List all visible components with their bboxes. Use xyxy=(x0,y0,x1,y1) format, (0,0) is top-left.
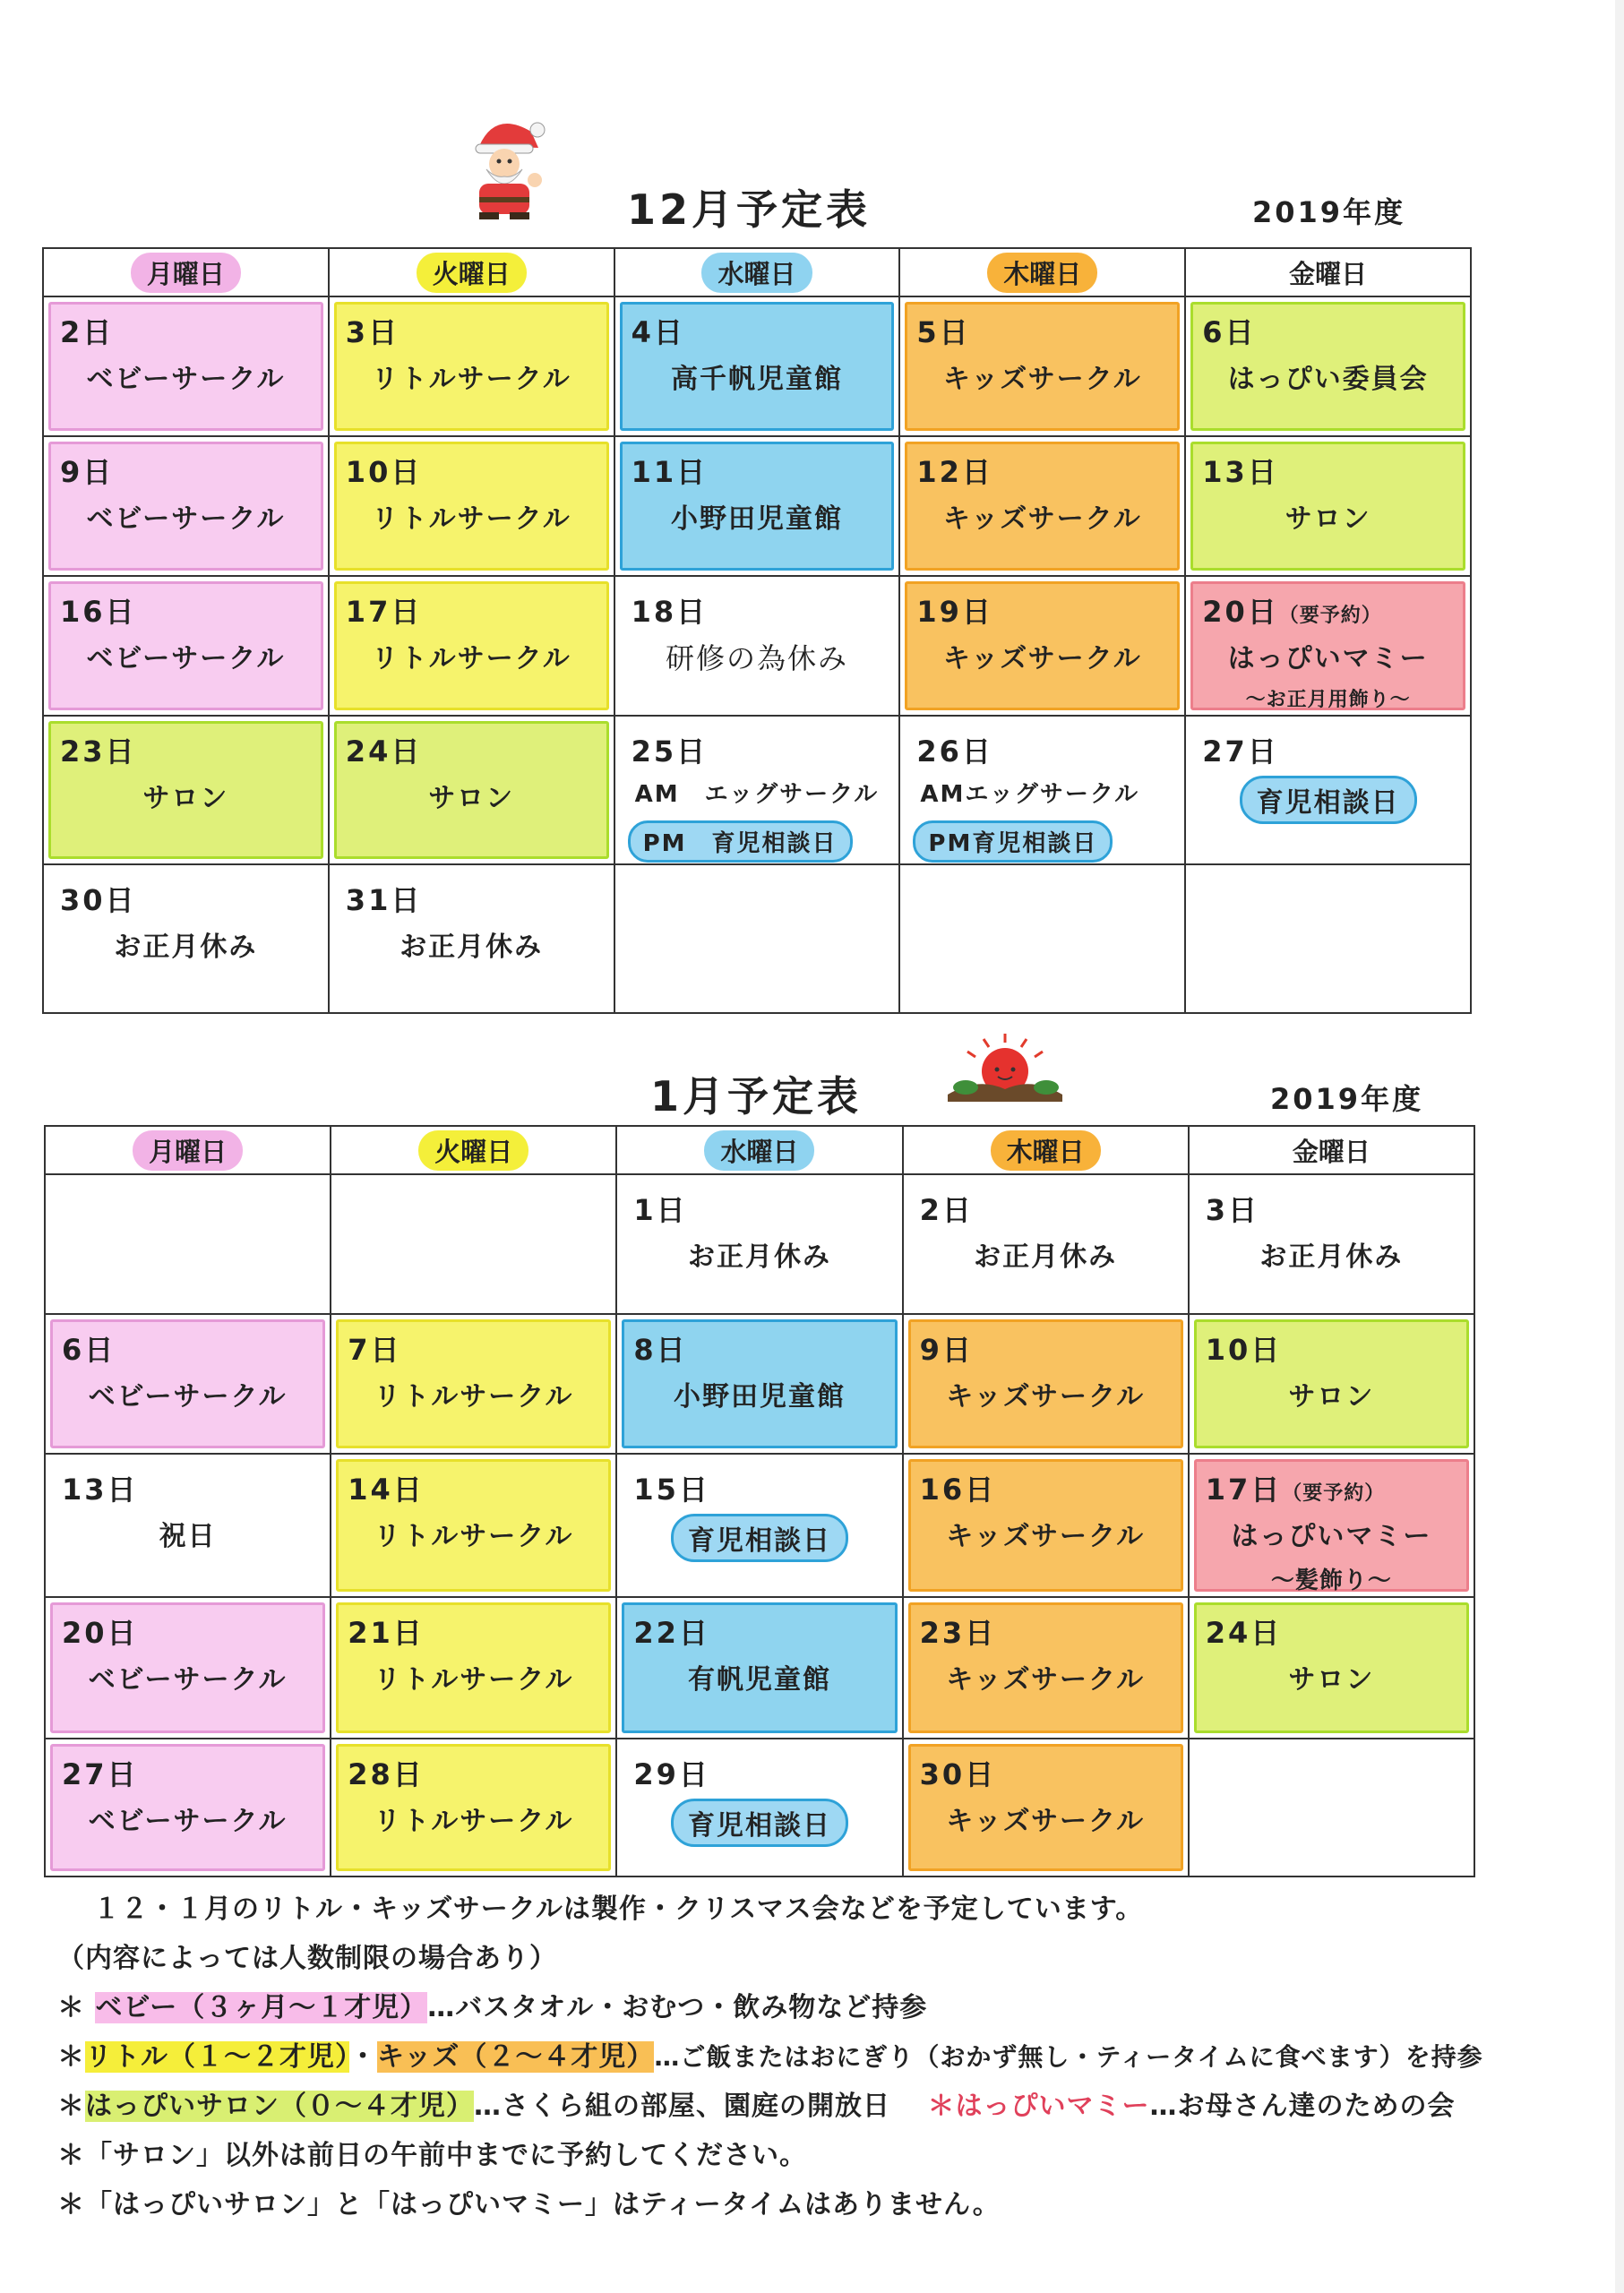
day-cell: 13日 サロン xyxy=(1185,436,1471,576)
day-cell: 4日 高千帆児童館 xyxy=(614,296,900,436)
note-line: ＊「サロン」以外は前日の午前中までに予約してください。 xyxy=(57,2140,807,2171)
week-row xyxy=(43,864,1471,1013)
day-cell: 23日 キッズサークル xyxy=(903,1597,1189,1739)
day-cell: 24日 サロン xyxy=(329,716,614,864)
header-thursday: 木曜日 xyxy=(899,248,1185,296)
header-friday: 金曜日 xyxy=(1189,1126,1474,1174)
note-line: ＊はっぴいサロン（０～４才児）…さくら組の部屋、園庭の開放日 ＊はっぴいマミー…お母さん達のための会 xyxy=(57,2091,1456,2122)
consultation-badge: 育児相談日 xyxy=(671,1799,848,1847)
day-cell: 1日 お正月休み xyxy=(616,1174,902,1314)
day-cell: 9日 キッズサークル xyxy=(903,1314,1189,1454)
day-cell: 22日 有帆児童館 xyxy=(616,1597,902,1739)
consultation-badge: PM 育児相談日 xyxy=(628,820,853,863)
day-cell: 16日 キッズサークル xyxy=(903,1454,1189,1597)
day-cell: 17日（要予約） はっぴいマミー ～髪飾り～ xyxy=(1189,1454,1474,1597)
january-year: 2019年度 xyxy=(1270,1082,1424,1116)
day-cell: 8日 小野田児童館 xyxy=(616,1314,902,1454)
day-cell: 15日 育児相談日 xyxy=(616,1454,902,1597)
reservation-note: （要予約） xyxy=(1282,1482,1386,1505)
day-cell: 12日 キッズサークル xyxy=(899,436,1185,576)
week-row xyxy=(45,1314,1474,1454)
day-cell: 7日 リトルサークル xyxy=(331,1314,616,1454)
header-monday: 月曜日 xyxy=(43,248,329,296)
day-cell xyxy=(1185,864,1471,1013)
week-row xyxy=(45,1454,1474,1597)
day-cell: 16日 ベビーサークル xyxy=(43,576,329,716)
header-monday: 月曜日 xyxy=(45,1126,331,1174)
note-line: １２・１月のリトル・キッズサークルは製作・クリスマス会などを予定しています。 xyxy=(93,1894,1144,1925)
day-cell xyxy=(1189,1739,1474,1876)
header-wednesday: 水曜日 xyxy=(616,1126,902,1174)
week-row xyxy=(43,716,1471,864)
day-cell: 17日 リトルサークル xyxy=(329,576,614,716)
header-tuesday: 火曜日 xyxy=(331,1126,616,1174)
week-row xyxy=(43,576,1471,716)
event-subtitle: ～髪飾り～ xyxy=(1270,1567,1392,1594)
december-calendar xyxy=(42,247,1472,1014)
day-cell: 20日 ベビーサークル xyxy=(45,1597,331,1739)
december-title: 12月予定表 xyxy=(627,185,872,234)
day-cell: 30日 お正月休み xyxy=(43,864,329,1013)
january-calendar xyxy=(44,1125,1475,1877)
day-cell: 2日 お正月休み xyxy=(903,1174,1189,1314)
week-row xyxy=(43,296,1471,436)
header-thursday: 木曜日 xyxy=(903,1126,1189,1174)
note-line: ＊「はっぴいサロン」と「はっぴいマミー」はティータイムはありません。 xyxy=(57,2189,1001,2220)
day-cell xyxy=(614,864,900,1013)
week-row xyxy=(45,1739,1474,1876)
salon-label: はっぴいサロン（０～４才児） xyxy=(85,2091,474,2122)
consultation-badge: 育児相談日 xyxy=(671,1514,848,1562)
header-tuesday: 火曜日 xyxy=(329,248,614,296)
day-cell: 10日 サロン xyxy=(1189,1314,1474,1454)
day-cell xyxy=(899,864,1185,1013)
note-line: （内容によっては人数制限の場合あり） xyxy=(57,1943,557,1974)
page-edge xyxy=(1615,0,1624,2293)
note-line: ＊ ベビー（３ヶ月～１才児）…バスタオル・おむつ・飲み物など持参 xyxy=(57,1992,928,2023)
reservation-note: （要予約） xyxy=(1278,605,1382,627)
day-cell: 10日 リトルサークル xyxy=(329,436,614,576)
header-friday: 金曜日 xyxy=(1185,248,1471,296)
mommy-label: ＊はっぴいマミー xyxy=(927,2091,1150,2122)
day-cell: 5日 キッズサークル xyxy=(899,296,1185,436)
rising-sun-icon xyxy=(942,1030,1068,1102)
day-cell: 26日 AMエッグサークル PM育児相談日 xyxy=(899,716,1185,864)
day-cell: 13日 祝日 xyxy=(45,1454,331,1597)
day-cell: 28日 リトルサークル xyxy=(331,1739,616,1876)
day-cell: 6日 ベビーサークル xyxy=(45,1314,331,1454)
day-cell: 9日 ベビーサークル xyxy=(43,436,329,576)
day-cell: 6日 はっぴい委員会 xyxy=(1185,296,1471,436)
header-wednesday: 水曜日 xyxy=(614,248,900,296)
day-cell: 23日 サロン xyxy=(43,716,329,864)
note-line: ＊リトル（１～２才児）・キッズ（２～４才児）…ご飯またはおにぎり（おかず無し・ティータイムに食べます）を持参 xyxy=(57,2041,1483,2073)
day-cell: 20日（要予約） はっぴいマミー ～お正月用飾り～ xyxy=(1185,576,1471,716)
december-year: 2019年度 xyxy=(1252,195,1406,229)
day-cell xyxy=(45,1174,331,1314)
event-subtitle: ～お正月用飾り～ xyxy=(1245,689,1411,711)
notes-section xyxy=(57,1885,1580,2229)
day-cell: 2日 ベビーサークル xyxy=(43,296,329,436)
day-cell: 14日 リトルサークル xyxy=(331,1454,616,1597)
day-cell: 24日 サロン xyxy=(1189,1597,1474,1739)
weekday-header-row xyxy=(43,248,1471,296)
week-row xyxy=(43,436,1471,576)
consultation-badge: 育児相談日 xyxy=(1240,776,1417,824)
day-cell: 18日 研修の為休み xyxy=(614,576,900,716)
kids-label: キッズ（２～４才児） xyxy=(377,2041,655,2073)
day-cell: 31日 お正月休み xyxy=(329,864,614,1013)
santa-claus-icon xyxy=(452,112,555,219)
day-cell: 27日 育児相談日 xyxy=(1185,716,1471,864)
baby-label: ベビー（３ヶ月～１才児） xyxy=(95,1992,428,2023)
day-cell: 21日 リトルサークル xyxy=(331,1597,616,1739)
day-cell: 3日 リトルサークル xyxy=(329,296,614,436)
day-cell: 29日 育児相談日 xyxy=(616,1739,902,1876)
week-row xyxy=(45,1597,1474,1739)
day-cell: 25日 AM エッグサークル PM 育児相談日 xyxy=(614,716,900,864)
day-cell: 30日 キッズサークル xyxy=(903,1739,1189,1876)
week-row xyxy=(45,1174,1474,1314)
day-cell xyxy=(331,1174,616,1314)
weekday-header-row xyxy=(45,1126,1474,1174)
day-cell: 19日 キッズサークル xyxy=(899,576,1185,716)
day-cell: 3日 お正月休み xyxy=(1189,1174,1474,1314)
january-title: 1月予定表 xyxy=(650,1072,863,1121)
little-label: リトル（１～２才児） xyxy=(85,2041,349,2073)
consultation-badge: PM育児相談日 xyxy=(913,820,1113,863)
day-cell: 27日 ベビーサークル xyxy=(45,1739,331,1876)
day-cell: 11日 小野田児童館 xyxy=(614,436,900,576)
